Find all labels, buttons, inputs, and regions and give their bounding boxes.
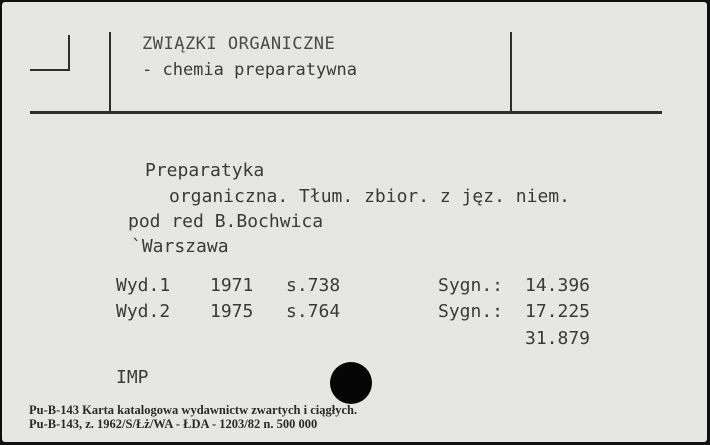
corner-mark-vertical bbox=[68, 35, 70, 71]
signature-label: Sygn.: bbox=[438, 275, 504, 296]
edition-pages: s.738 bbox=[286, 275, 341, 296]
footer-line-1: Pu-B-143 Karta katalogowa wydawnictw zwartych i ciągłych. bbox=[29, 403, 358, 417]
library-mark: IMP bbox=[116, 367, 149, 388]
signature-number: 14.396 bbox=[525, 275, 591, 296]
header-divider-right bbox=[510, 32, 512, 112]
title-line-2: organiczna. Tłum. zbior. z jęz. niem. bbox=[169, 186, 570, 207]
signature-number: 17.225 bbox=[525, 301, 591, 322]
editor-line: pod red B.Bochwica bbox=[128, 211, 324, 232]
corner-mark-horizontal bbox=[30, 69, 70, 71]
footer-line-2: Pu-B-143, z. 1962/S/Łż/WA - ŁDA - 1203/82 n. 500 000 bbox=[29, 417, 318, 431]
title-line-1: Preparatyka bbox=[145, 160, 265, 181]
card-punch-hole bbox=[330, 362, 372, 404]
header-divider-left bbox=[109, 32, 111, 112]
header-rule bbox=[30, 111, 662, 114]
signature-label: Sygn.: bbox=[438, 301, 504, 322]
edition-year: 1975 bbox=[210, 301, 254, 322]
edition-label: Wyd.1 bbox=[116, 275, 171, 296]
edition-pages: s.764 bbox=[286, 301, 341, 322]
subject-heading: ZWIĄZKI ORGANICZNE bbox=[142, 34, 336, 54]
place-line: `Warszawa bbox=[131, 236, 229, 257]
edition-year: 1971 bbox=[210, 275, 254, 296]
catalog-card bbox=[2, 2, 707, 442]
subject-subdivision: - chemia preparatywna bbox=[142, 60, 357, 80]
edition-label: Wyd.2 bbox=[116, 301, 171, 322]
signature-number-extra: 31.879 bbox=[525, 328, 591, 349]
